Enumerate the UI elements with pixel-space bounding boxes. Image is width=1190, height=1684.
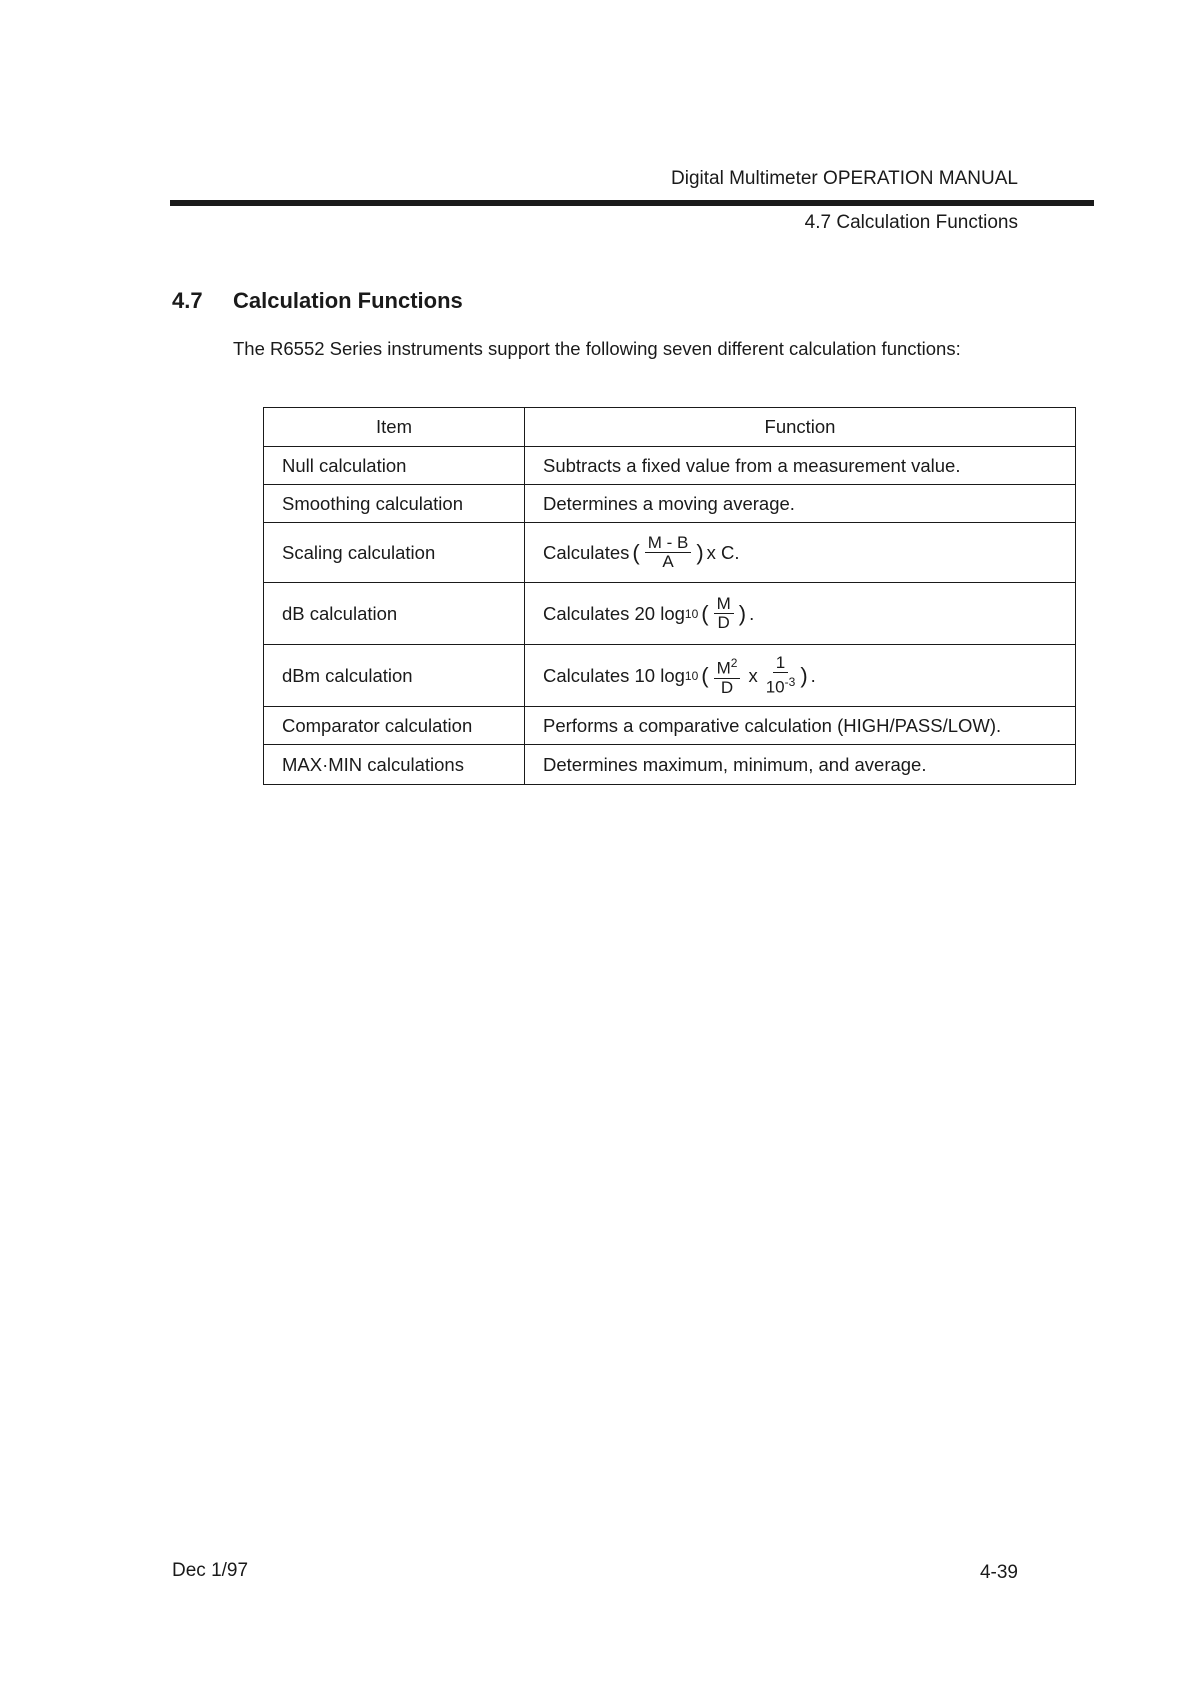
row-function: Subtracts a fixed value from a measurement value. — [525, 447, 1076, 485]
page-number: 4-39 — [979, 1562, 1018, 1583]
row-item: MAX·MIN calculations — [264, 745, 525, 785]
row-function: Performs a comparative calculation (HIGH/PASS/LOW). — [525, 707, 1076, 745]
row-item: dBm calculation — [264, 645, 525, 707]
row-function: Calculates 20 log 10 ( $\frac{M}{D}$ ) . — [525, 583, 1076, 645]
formula-denominator: D — [717, 613, 730, 632]
row-item: Smoothing calculation — [264, 485, 525, 523]
header-item: Item — [264, 408, 525, 447]
formula-suffix: x C. — [706, 541, 740, 563]
table-header-row — [264, 408, 1076, 447]
formula-fraction — [714, 654, 741, 697]
formula-suffix: . — [749, 602, 755, 624]
row-function: Calculates ( $\frac{M - B}{A}$ ) x C. — [525, 523, 1076, 583]
formula-prefix: Calculates — [543, 541, 630, 563]
row-function: Calculates 10 log 10 ( $\frac{M^2}{D}$ x $\frac{1}{10^{-3}}$ ) . — [525, 645, 1076, 707]
table-row — [264, 447, 1076, 485]
section-number: 4.7 — [172, 288, 203, 313]
formula-log-base: 10 — [684, 606, 699, 621]
section-title: Calculation Functions — [233, 288, 463, 313]
footer-date: Dec 1/97 — [172, 1560, 249, 1581]
calculation-functions-table — [263, 407, 1076, 785]
header-rule — [170, 200, 1094, 206]
header-function: Function — [525, 408, 1076, 447]
table-row — [264, 583, 1076, 645]
formula-prefix: Calculates 10 log — [543, 664, 685, 686]
formula-fraction — [645, 534, 692, 571]
formula-denominator: D — [720, 677, 734, 697]
formula-prefix: Calculates 20 log — [543, 602, 685, 624]
formula-numerator: $M^2$ — [714, 654, 741, 679]
formula-numerator: M — [714, 595, 734, 614]
formula-numerator-2: 1 — [773, 654, 788, 673]
table-row — [264, 645, 1076, 707]
formula-exponent: 2 — [730, 656, 738, 671]
table-row — [264, 523, 1076, 583]
row-item: dB calculation — [264, 583, 525, 645]
row-item: Comparator calculation — [264, 707, 525, 745]
formula-multiply: x — [748, 664, 758, 686]
row-function: Determines maximum, minimum, and average. — [525, 745, 1076, 785]
running-header-section: 4.7 Calculation Functions — [804, 212, 1018, 233]
formula-denominator: A — [662, 552, 674, 571]
formula-denominator-2: $10^{-3}$ — [765, 675, 796, 697]
formula-fraction-2 — [766, 654, 796, 697]
formula-suffix: . — [810, 664, 816, 686]
formula-numerator: M - B — [645, 534, 692, 553]
row-item: Scaling calculation — [264, 523, 525, 583]
table-row — [264, 707, 1076, 745]
intro-paragraph: The R6552 Series instruments support the following seven different calculation functions: — [233, 338, 961, 359]
row-function: Determines a moving average. — [525, 485, 1076, 523]
table-row — [264, 485, 1076, 523]
formula-log-base: 10 — [684, 668, 699, 683]
table-row — [264, 745, 1076, 785]
formula-exponent-2: -3 — [784, 675, 796, 690]
formula-fraction — [714, 595, 734, 632]
running-header-title: Digital Multimeter OPERATION MANUAL — [671, 168, 1018, 189]
row-item: Null calculation — [264, 447, 525, 485]
